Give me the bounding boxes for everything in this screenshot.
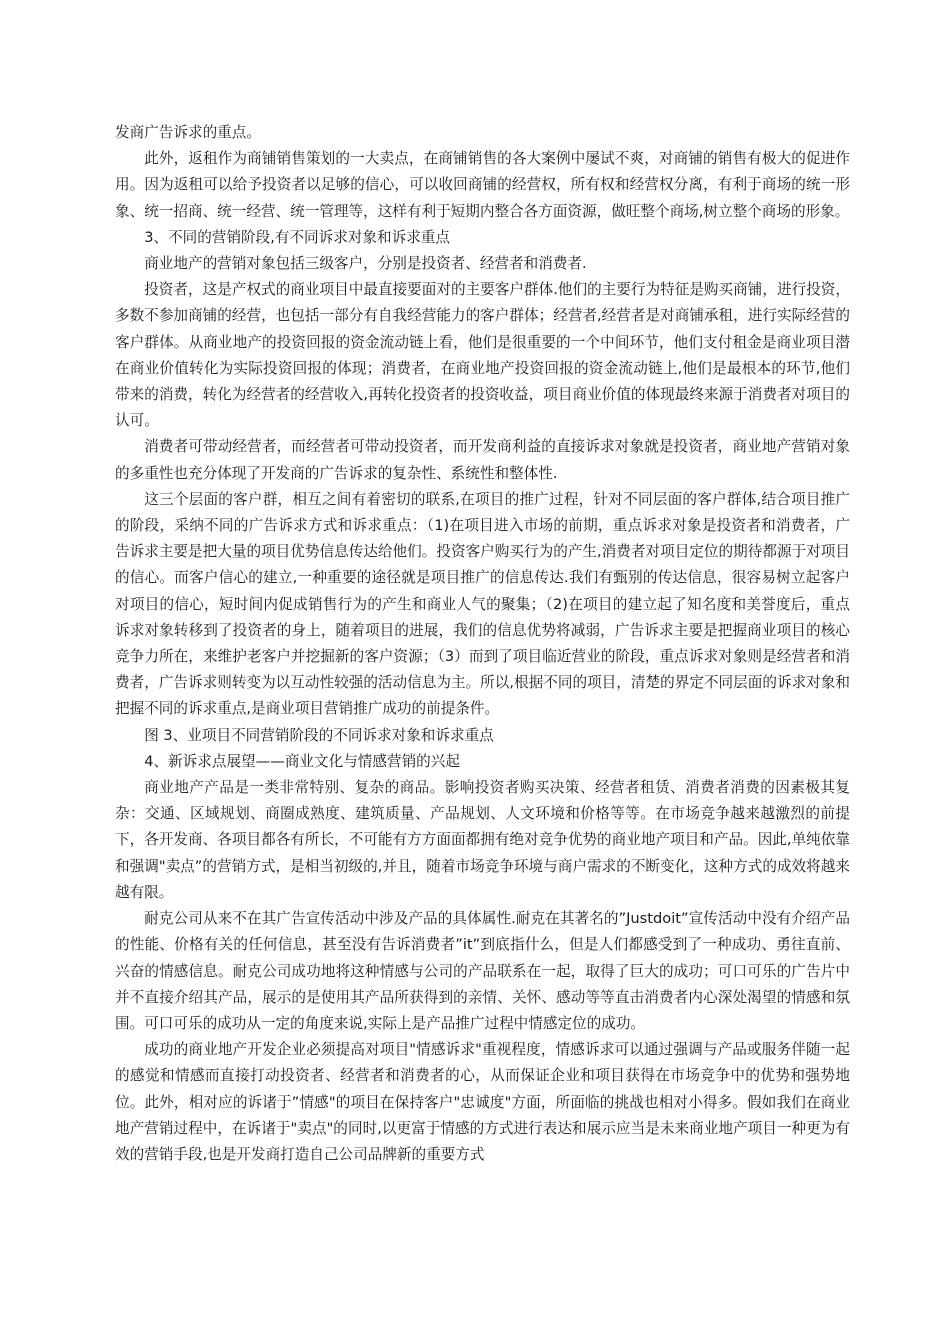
paragraph-nike-cocacola: 耐克公司从来不在其广告宣传活动中涉及产品的具体属性.耐克在其著名的”Justdoit”宣传活动中没有介绍产品的性能、价格有关的任何信息，甚至没有告诉消费者”it”到底指什么，但是人们都感受到了一种成功、勇往直前、兴奋的情感信息。耐克公司成功地将这种情感与公司的产品联系在一起，取得了巨大的成功；可口可乐的广告片中并不直接介绍其产品，展示的是使用其产品所获得到的亲情、关怀、感动等等直击消费者内心深处渴望的情感和氛围。可口可乐的成功从一定的角度来说,实际上是产品推广过程中情感定位的成功。 [115, 910, 850, 1032]
paragraph-rebate: 此外，返租作为商铺销售策划的一大卖点，在商铺销售的各大案例中屡试不爽，对商铺的销售有极大的促进作用。因为返租可以给予投资者以足够的信心，可以收回商铺的经营权，所有权和经营权分离，有利于商场的统一形象、统一招商、统一经营、统一管理等，这样有利于短期内整合各方面资源，做旺整个商场,树立整个商场的形象。 [115, 150, 850, 220]
paragraph-investors: 投资者，这是产权式的商业项目中最直接要面对的主要客户群体.他们的主要行为特征是购买商铺，进行投资，多数不参加商铺的经营，也包括一部分有自我经营能力的客户群体；经营者,经营者是对商铺承租，进行实际经营的客户群体。从商业地产的投资回报的资金流动链上看，他们是很重要的一个中间环节，他们支付租金是商业项目潜在商业价值转化为实际投资回报的体现；消费者，在商业地产投资回报的资金流动链上,他们是最根本的环节,他们带来的消费，转化为经营者的经营收入,再转化投资者的投资收益，项目商业价值的体现最终来源于消费者对项目的认可。 [115, 281, 850, 430]
paragraph-consumers: 消费者可带动经营者，而经营者可带动投资者，而开发商利益的直接诉求对象就是投资者，商业地产营销对象的多重性也充分体现了开发商的广告诉求的复杂性、系统性和整体性. [115, 438, 850, 482]
paragraph-marketing-targets: 商业地产的营销对象包括三级客户，分别是投资者、经营者和消费者. [144, 255, 587, 273]
section-heading-4: 4、新诉求点展望——商业文化与情感营销的兴起 [144, 752, 460, 770]
document-body [115, 120, 850, 1168]
paragraph-product-complexity: 商业地产产品是一类非常特别、复杂的商品。影响投资者购买决策、经营者租赁、消费者消费的因素极其复杂：交通、区域规划、商圈成熟度、建筑质量、产品规划、人文环境和价格等等。在市场竞争越来越激烈的前提下，各开发商、各项目都各有所长，不可能有方方面面都拥有绝对竞争优势的商业地产项目和产品。因此,单纯依靠和强调"卖点”的营销方式，是相当初级的,并且，随着市场竞争环境与商户需求的不断变化，这种方式的成效将越来越有限。 [115, 779, 850, 901]
figure-caption: 图 3、业项目不同营销阶段的不同诉求对象和诉求重点 [144, 726, 494, 744]
section-heading-3: 3、不同的营销阶段,有不同诉求对象和诉求重点 [144, 228, 450, 246]
paragraph-continuation: 发商广告诉求的重点。 [115, 124, 261, 141]
paragraph-customer-layers: 这三个层面的客户群，相互之间有着密切的联系,在项目的推广过程，针对不同层面的客户群体,结合项目推广的阶段，采纳不同的广告诉求方式和诉求重点：（1)在项目进入市场的前期，重点诉求对象是投资者和消费者，广告诉求主要是把大量的项目优势信息传达给他们。投资客户购买行为的产生,消费者对项目定位的期待都源于对项目的信心。而客户信心的建立,一种重要的途径就是项目推广的信息传达.我们有甄别的传达信息，很容易树立起客户对项目的信心，短时间内促成销售行为的产生和商业人气的聚集；（2)在项目的建立起了知名度和美誉度后，重点诉求对象转移到了投资者的身上，随着项目的进展，我们的信息优势将减弱，广告诉求主要是把握商业项目的核心竞争力所在，来维护老客户并挖掘新的客户资源；（3）而到了项目临近营业的阶段，重点诉求对象则是经营者和消费者，广告诉求则转变为以互动性较强的活动信息为主。所以,根据不同的项目，清楚的界定不同层面的诉求对象和把握不同的诉求重点,是商业项目营销推广成功的前提条件。 [115, 490, 850, 718]
paragraph-emotional-appeal: 成功的商业地产开发企业必须提高对项目"情感诉求"重视程度，情感诉求可以通过强调与产品或服务伴随一起的感觉和情感而直接打动投资者、经营者和消费者的心，从而保证企业和项目获得在市场竞争中的优势和强势地位。此外，相对应的诉诸于”情感"的项目在保持客户"忠诚度"方面，所面临的挑战也相对小得多。假如我们在商业地产营销过程中，在诉诸于"卖点"的同时,以更富于情感的方式进行表达和展示应当是未来商业地产项目一种更为有效的营销手段,也是开发商打造自己公司品牌新的重要方式 [115, 1041, 850, 1163]
